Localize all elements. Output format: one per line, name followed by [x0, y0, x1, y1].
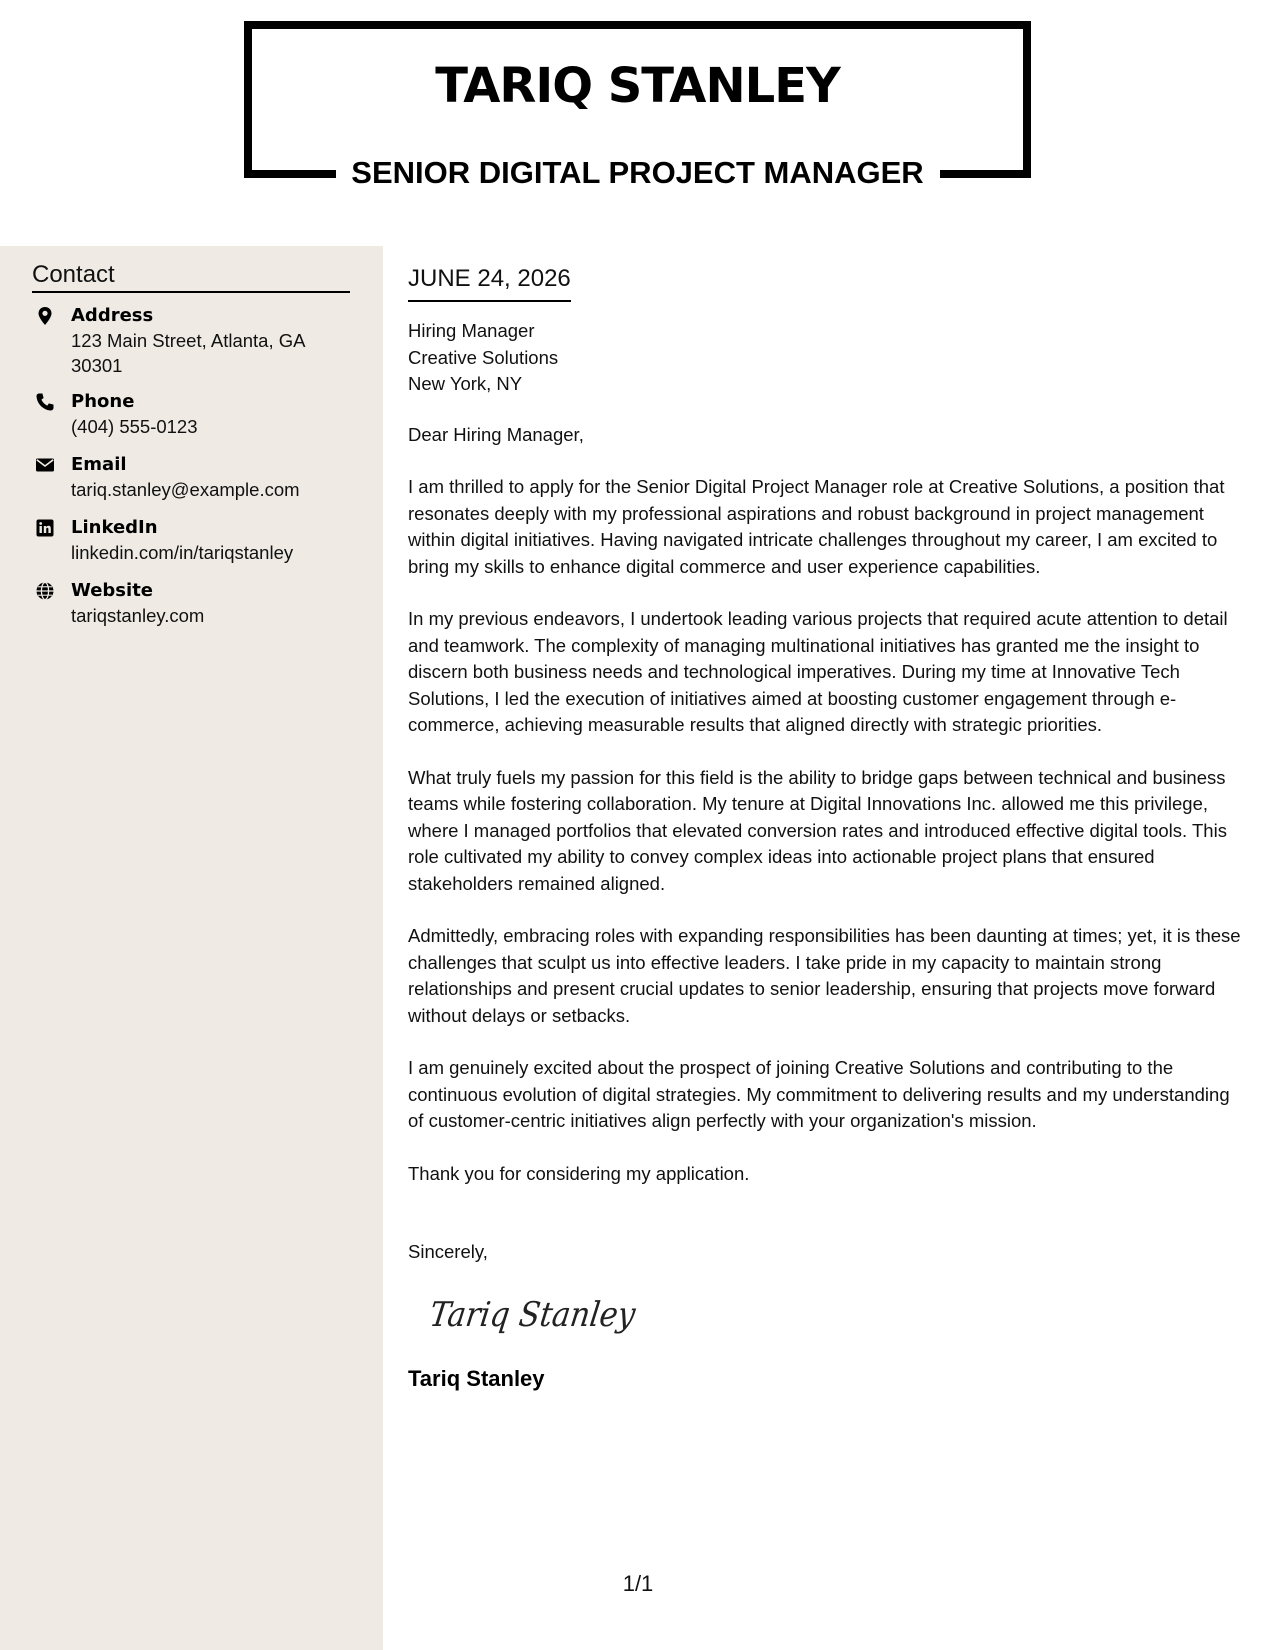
phone-icon	[35, 392, 55, 412]
salutation: Dear Hiring Manager,	[408, 423, 584, 445]
map-pin-icon	[35, 306, 55, 326]
contact-website-label: Website	[71, 580, 154, 601]
contact-address-label: Address	[71, 305, 154, 326]
recipient-line: Hiring Manager	[408, 320, 535, 341]
page-number: 1/1	[622, 1571, 654, 1596]
letter-date: JUNE 24, 2026	[408, 264, 571, 302]
recipient-line: Creative Solutions	[408, 346, 559, 368]
contact-website-value: tariqstanley.com	[71, 605, 205, 626]
contact-address-value: 123 Main Street, Atlanta, GA 30301	[71, 330, 305, 376]
body-paragraph: I am genuinely excited about the prospect of joining Creative Solutions and contributing to the continuous evolution of digital strategies. My commitment to delivering results and my understanding of customer-centric initiatives align perfectly with your organization's mission.	[408, 1057, 1230, 1131]
body-paragraph: In my previous endeavors, I undertook leading various projects that required acute attention to detail and teamwork. The complexity of managing multinational initiatives has granted me the insight to discern both business needs and technological imperatives. During my time at Innovative Tech Solutions, I led the execution of initiatives aimed at boosting customer engagement through e-commerce, achieving measurable results that aligned directly with strategic priorities.	[408, 608, 1228, 735]
handwritten-signature	[430, 1286, 650, 1346]
contact-email-label: Email	[71, 454, 127, 475]
linkedin-icon	[35, 518, 55, 538]
job-title: SENIOR DIGITAL PROJECT MANAGER	[351, 155, 924, 190]
closing: Sincerely,	[408, 1241, 488, 1262]
body-paragraph: I am thrilled to apply for the Senior Digital Project Manager role at Creative Solutions, a position that resonates deeply with my professional aspirations and robust background in project management within digital initiatives. Having navigated intricate challenges throughout my career, I am excited to bring my skills to enhance digital commerce and user experience capabilities.	[408, 476, 1225, 577]
contact-heading: Contact	[32, 261, 350, 293]
body-paragraph: Thank you for considering my application.	[408, 1162, 750, 1184]
envelope-icon	[35, 455, 55, 475]
signature-glyphs: Tariq Stanley	[430, 1294, 650, 1335]
body-paragraph: What truly fuels my passion for this field is the ability to bridge gaps between technical and business teams while fostering collaboration. My tenure at Digital Innovations Inc. allowed me this privilege, where I managed portfolios that elevated conversion rates and introduced effective digital tools. This role cultivated my ability to convey complex ideas into actionable project plans that ensured stakeholders remained aligned.	[408, 766, 1227, 894]
recipient-line: New York, NY	[408, 373, 523, 394]
applicant-name: TARIQ STANLEY	[435, 58, 840, 114]
contact-linkedin-label: LinkedIn	[71, 517, 158, 538]
letter-body	[408, 256, 1250, 1393]
contact-linkedin-value: linkedin.com/in/tariqstanley	[71, 542, 294, 563]
contact-sidebar	[0, 246, 383, 1650]
globe-icon	[35, 581, 55, 601]
body-paragraph: Admittedly, embracing roles with expanding responsibilities has been daunting at times; yet, it is these challenges that sculpt us into effective leaders. I take pride in my capacity to maintain strong relationships and present crucial updates to senior leadership, ensuring that projects move forward without delays or setbacks.	[408, 925, 1241, 1026]
contact-phone-value: (404) 555-0123	[71, 416, 198, 437]
contact-phone-label: Phone	[71, 391, 135, 412]
contact-email-value: tariq.stanley@example.com	[71, 479, 300, 500]
recipient-block	[408, 318, 1250, 398]
signed-name: Tariq Stanley	[408, 1365, 545, 1391]
